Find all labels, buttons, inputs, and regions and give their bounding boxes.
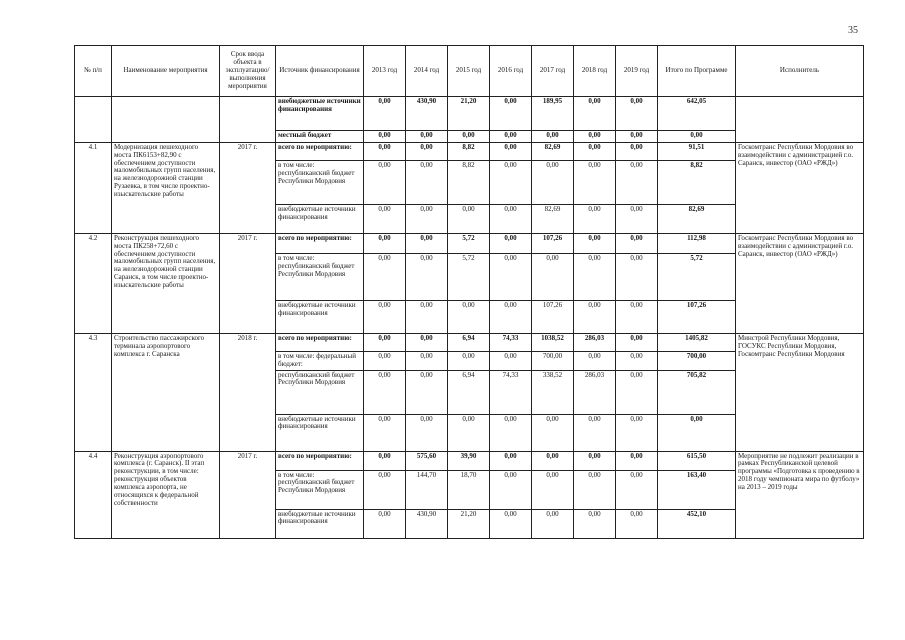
item-executor: Минстрой Республики Мордовия, ГОСУКС Республики Мордовия, Госкомтранс Республики Мордовия xyxy=(736,334,864,452)
value-cell: 8,82 xyxy=(448,143,490,161)
value-cell: 0,00 xyxy=(574,470,616,509)
value-cell: 0,00 xyxy=(574,509,616,538)
header-total: Итого по Программе xyxy=(658,46,736,97)
value-cell: 0,00 xyxy=(490,161,532,205)
value-cell: 0,00 xyxy=(574,254,616,301)
value-cell: 0,00 xyxy=(490,205,532,234)
value-cell: 0,00 xyxy=(616,205,658,234)
value-cell: 0,00 xyxy=(364,352,406,371)
header-year-2013: 2013 год xyxy=(364,46,406,97)
value-cell: 0,00 xyxy=(616,97,658,131)
item-name: Реконструкция аэропортового комплекса (г. Саранск). II этап реконструкции, в том числе: реконструкция объектов комплекса аэропорта, не относящихся к федеральной собственности xyxy=(112,451,220,538)
value-cell: 0,00 xyxy=(490,97,532,131)
table-row xyxy=(75,143,864,161)
value-cell: 1038,52 xyxy=(532,334,574,352)
value-cell: 0,00 xyxy=(406,301,448,334)
value-cell: 189,95 xyxy=(532,97,574,131)
item-number: 4.2 xyxy=(75,234,112,334)
header-num: № п/п xyxy=(75,46,112,97)
value-cell: 107,26 xyxy=(532,234,574,254)
header-year-2015: 2015 год xyxy=(448,46,490,97)
total-cell: 642,05 xyxy=(658,97,736,131)
value-cell: 0,00 xyxy=(574,131,616,143)
value-cell: 0,00 xyxy=(532,414,574,451)
item-name xyxy=(112,97,220,143)
header-source: Источник финансирования xyxy=(276,46,364,97)
value-cell: 0,00 xyxy=(574,414,616,451)
value-cell: 286,03 xyxy=(574,370,616,414)
value-cell: 0,00 xyxy=(574,97,616,131)
page-number: 35 xyxy=(848,25,858,36)
value-cell: 0,00 xyxy=(448,131,490,143)
item-deadline xyxy=(220,97,276,143)
value-cell: 82,69 xyxy=(532,143,574,161)
value-cell: 0,00 xyxy=(364,334,406,352)
item-executor xyxy=(736,97,864,143)
total-cell: 615,50 xyxy=(658,451,736,470)
value-cell: 0,00 xyxy=(448,205,490,234)
total-cell: 452,10 xyxy=(658,509,736,538)
value-cell: 39,90 xyxy=(448,451,490,470)
value-cell: 0,00 xyxy=(448,414,490,451)
value-cell: 0,00 xyxy=(364,97,406,131)
value-cell: 430,90 xyxy=(406,97,448,131)
funding-source: всего по мероприятию: xyxy=(276,451,364,470)
value-cell: 0,00 xyxy=(364,205,406,234)
value-cell: 0,00 xyxy=(490,451,532,470)
value-cell: 0,00 xyxy=(490,131,532,143)
funding-source: внебюджетные источники финансирования xyxy=(276,301,364,334)
value-cell: 82,69 xyxy=(532,205,574,234)
item-number: 4.4 xyxy=(75,451,112,538)
value-cell: 0,00 xyxy=(490,352,532,371)
funding-source: в том числе: республиканский бюджет Республики Мордовия xyxy=(276,254,364,301)
value-cell: 0,00 xyxy=(364,143,406,161)
value-cell: 0,00 xyxy=(532,509,574,538)
value-cell: 0,00 xyxy=(406,234,448,254)
total-cell: 700,00 xyxy=(658,352,736,371)
item-deadline: 2017 г. xyxy=(220,143,276,234)
funding-source: всего по мероприятию: xyxy=(276,334,364,352)
value-cell: 0,00 xyxy=(574,143,616,161)
value-cell: 0,00 xyxy=(406,131,448,143)
header-name: Наименование мероприятия xyxy=(112,46,220,97)
value-cell: 0,00 xyxy=(364,161,406,205)
total-cell: 705,82 xyxy=(658,370,736,414)
value-cell: 0,00 xyxy=(364,509,406,538)
value-cell: 0,00 xyxy=(532,131,574,143)
table-body xyxy=(75,97,864,539)
total-cell: 112,98 xyxy=(658,234,736,254)
value-cell: 0,00 xyxy=(490,470,532,509)
value-cell: 0,00 xyxy=(406,352,448,371)
value-cell: 18,70 xyxy=(448,470,490,509)
item-executor: Мероприятие не подлежит реализации в рамках Республиканской целевой программы «Подготовка к проведению в 2018 году чемпионата мира по футболу» на 2013 – 2019 годы xyxy=(736,451,864,538)
value-cell: 0,00 xyxy=(574,352,616,371)
value-cell: 0,00 xyxy=(364,370,406,414)
item-name: Модернизация пешеходного моста ПК6153+82,90 с обеспечением доступности маломобильных групп населения, на железнодорожной станции Рузаевка, в том числе проектно-изыскательские работы xyxy=(112,143,220,234)
value-cell: 286,03 xyxy=(574,334,616,352)
funding-source: внебюджетные источники финансирования xyxy=(276,509,364,538)
header-year-2014: 2014 год xyxy=(406,46,448,97)
item-deadline: 2017 г. xyxy=(220,234,276,334)
total-cell: 82,69 xyxy=(658,205,736,234)
item-deadline: 2017 г. xyxy=(220,451,276,538)
value-cell: 107,26 xyxy=(532,301,574,334)
funding-source: местный бюджет xyxy=(276,131,364,143)
header-executor: Исполнитель xyxy=(736,46,864,97)
total-cell: 0,00 xyxy=(658,414,736,451)
header-year-2018: 2018 год xyxy=(574,46,616,97)
value-cell: 144,70 xyxy=(406,470,448,509)
funding-source: внебюджетные источники финансирования xyxy=(276,205,364,234)
value-cell: 0,00 xyxy=(574,161,616,205)
header-deadline: Срок ввода объекта в эксплуатацию/ выполнения мероприятия xyxy=(220,46,276,97)
value-cell: 0,00 xyxy=(532,254,574,301)
value-cell: 0,00 xyxy=(490,414,532,451)
total-cell: 1405,82 xyxy=(658,334,736,352)
table-row xyxy=(75,234,864,254)
value-cell: 0,00 xyxy=(406,254,448,301)
value-cell: 0,00 xyxy=(616,301,658,334)
value-cell: 0,00 xyxy=(490,301,532,334)
header-year-2019: 2019 год xyxy=(616,46,658,97)
value-cell: 0,00 xyxy=(616,370,658,414)
item-number xyxy=(75,97,112,143)
value-cell: 21,20 xyxy=(448,509,490,538)
table-row xyxy=(75,334,864,352)
value-cell: 0,00 xyxy=(490,143,532,161)
value-cell: 0,00 xyxy=(616,254,658,301)
value-cell: 0,00 xyxy=(616,131,658,143)
value-cell: 0,00 xyxy=(448,301,490,334)
value-cell: 5,72 xyxy=(448,254,490,301)
value-cell: 0,00 xyxy=(616,414,658,451)
value-cell: 0,00 xyxy=(406,414,448,451)
funding-source: всего по мероприятию: xyxy=(276,143,364,161)
value-cell: 21,20 xyxy=(448,97,490,131)
value-cell: 0,00 xyxy=(490,254,532,301)
value-cell: 0,00 xyxy=(406,161,448,205)
value-cell: 0,00 xyxy=(532,470,574,509)
total-cell: 5,72 xyxy=(658,254,736,301)
total-cell: 163,40 xyxy=(658,470,736,509)
funding-source: внебюджетные источники финансирования xyxy=(276,414,364,451)
value-cell: 0,00 xyxy=(406,370,448,414)
value-cell: 0,00 xyxy=(364,470,406,509)
total-cell: 0,00 xyxy=(658,131,736,143)
value-cell: 0,00 xyxy=(406,143,448,161)
funding-source: в том числе: федеральный бюджет: xyxy=(276,352,364,371)
value-cell: 0,00 xyxy=(616,470,658,509)
item-executor: Госкомтранс Республики Мордовия во взаимодействии с администрацией г.о. Саранск, инвестор (ОАО «РЖД») xyxy=(736,143,864,234)
item-number: 4.3 xyxy=(75,334,112,452)
value-cell: 0,00 xyxy=(532,451,574,470)
value-cell: 0,00 xyxy=(364,254,406,301)
item-number: 4.1 xyxy=(75,143,112,234)
table-row xyxy=(75,451,864,470)
table-row xyxy=(75,97,864,131)
total-cell: 91,51 xyxy=(658,143,736,161)
funding-source: в том числе: республиканский бюджет Республики Мордовия xyxy=(276,470,364,509)
value-cell: 700,00 xyxy=(532,352,574,371)
value-cell: 575,60 xyxy=(406,451,448,470)
value-cell: 8,82 xyxy=(448,161,490,205)
funding-source: в том числе: республиканский бюджет Республики Мордовия xyxy=(276,161,364,205)
value-cell: 0,00 xyxy=(616,334,658,352)
item-executor: Госкомтранс Республики Мордовия во взаимодействии с администрацией г.о. Саранск, инвестор (ОАО «РЖД») xyxy=(736,234,864,334)
value-cell: 0,00 xyxy=(364,234,406,254)
value-cell: 430,90 xyxy=(406,509,448,538)
value-cell: 0,00 xyxy=(364,301,406,334)
value-cell: 74,33 xyxy=(490,370,532,414)
value-cell: 0,00 xyxy=(364,414,406,451)
header-year-2016: 2016 год xyxy=(490,46,532,97)
value-cell: 0,00 xyxy=(616,234,658,254)
funding-source: внебюджетные источники финансирования xyxy=(276,97,364,131)
value-cell: 0,00 xyxy=(616,352,658,371)
value-cell: 0,00 xyxy=(532,161,574,205)
funding-source: республиканский бюджет Республики Мордовия xyxy=(276,370,364,414)
value-cell: 0,00 xyxy=(490,509,532,538)
header-year-2017: 2017 год xyxy=(532,46,574,97)
value-cell: 0,00 xyxy=(574,234,616,254)
value-cell: 0,00 xyxy=(448,352,490,371)
value-cell: 0,00 xyxy=(574,301,616,334)
value-cell: 6,94 xyxy=(448,334,490,352)
value-cell: 0,00 xyxy=(616,161,658,205)
value-cell: 338,52 xyxy=(532,370,574,414)
value-cell: 0,00 xyxy=(490,234,532,254)
value-cell: 0,00 xyxy=(574,205,616,234)
value-cell: 0,00 xyxy=(616,509,658,538)
value-cell: 0,00 xyxy=(616,143,658,161)
item-name: Реконструкция пешеходного моста ПК258+72,60 с обеспечением доступности маломобильных групп населения, на железнодорожной станции Саранск, в том числе проектно-изыскательские работы xyxy=(112,234,220,334)
table-header-row xyxy=(75,46,864,97)
total-cell: 107,26 xyxy=(658,301,736,334)
funding-source: всего по мероприятию: xyxy=(276,234,364,254)
value-cell: 74,33 xyxy=(490,334,532,352)
value-cell: 0,00 xyxy=(406,334,448,352)
value-cell: 5,72 xyxy=(448,234,490,254)
value-cell: 0,00 xyxy=(616,451,658,470)
total-cell: 8,82 xyxy=(658,161,736,205)
financing-table xyxy=(74,45,864,539)
item-name: Строительство пассажирского терминала аэропортового комплекса г. Саранска xyxy=(112,334,220,452)
value-cell: 0,00 xyxy=(364,451,406,470)
value-cell: 0,00 xyxy=(406,205,448,234)
item-deadline: 2018 г. xyxy=(220,334,276,452)
value-cell: 6,94 xyxy=(448,370,490,414)
value-cell: 0,00 xyxy=(364,131,406,143)
value-cell: 0,00 xyxy=(574,451,616,470)
